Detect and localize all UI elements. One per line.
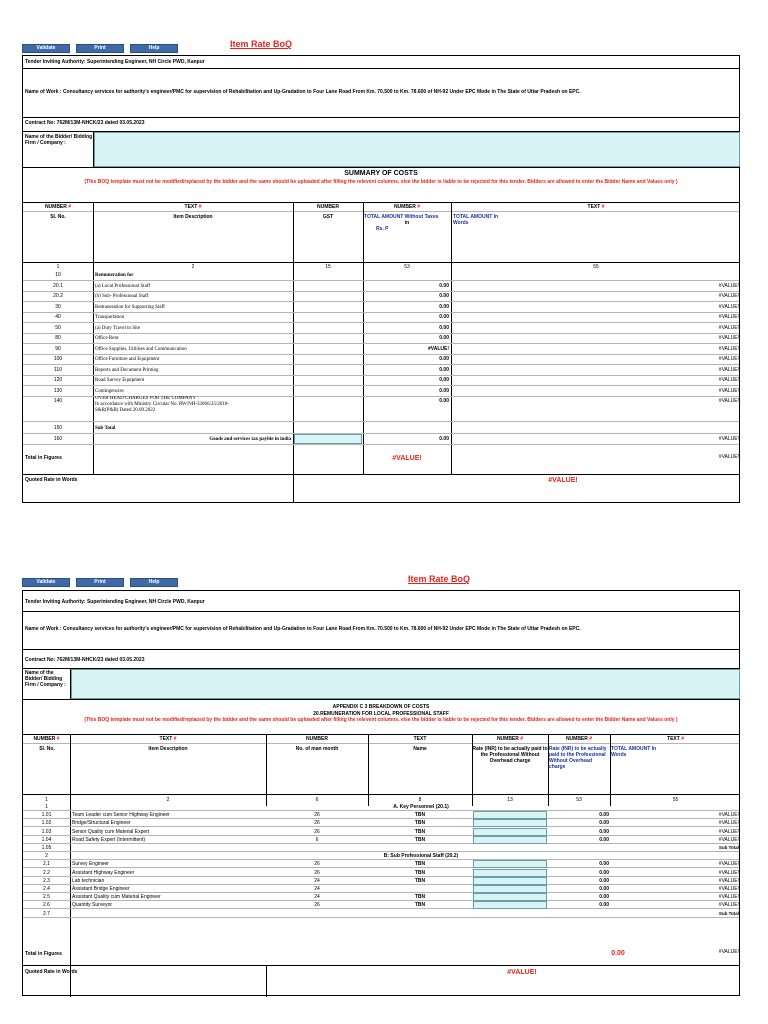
overhead-line: In accordance with Ministry Circular No. RW/NH-33066/25/2018- (95, 402, 229, 407)
help-button-2[interactable]: Help (130, 578, 178, 587)
row-desc: Survey Engineer (72, 861, 109, 868)
work-name-text-2: Name of Work : Consultancy services for authority's engineer/PMC for supervision of Rehabilitation and Up-Gradation to Four Lane Road From Km. 70.500 to Km. 78.600 of NH-92 Under EPC Mode in The State of Uttar Pradesh on EPC. (25, 626, 581, 632)
row-desc: Bridge/Structural Engineer (72, 820, 131, 827)
row-months: 26 (314, 828, 320, 835)
col2-sl: Sl. No. (39, 746, 55, 752)
type-amount: NUMBER # (393, 204, 421, 210)
row-desc: Team Leader cum Senior Highway Engineer (72, 812, 170, 819)
bidder-label: Name of the Bidder/ Bidding Firm / Company : (25, 134, 93, 146)
rate-input[interactable] (473, 893, 547, 901)
table-row (23, 270, 739, 281)
row-words: #VALUE! (718, 293, 739, 299)
row-amount: 0.00 (439, 314, 449, 320)
table-row (23, 281, 739, 292)
row-name: TBN (414, 869, 426, 876)
row-sl: 20.1 (53, 282, 63, 289)
row-desc: Sub Total (95, 426, 116, 431)
type-desc: TEXT # (184, 204, 202, 210)
row-sl: 10 (55, 272, 61, 278)
col2-months: No. of man month (295, 746, 339, 752)
row-amount: 0.00 (599, 861, 609, 868)
table-row (23, 365, 739, 376)
sheet1-frame: Tender Inviting Authority: Superintending Engineer, NH Circle PWD, Kanpur Name of Work : Consultancy services for authority's engineer/PMC for supervision of Rehabilitation and Up-Gradation to Four Lane Road From Km. 70.500 to Km. 78.600 of NH-92 Under EPC Mode in The State of Uttar Pradesh on EPC. Contract No: 762M/13M-NHCK/23 dated 03.05.2023 Name of the Bidder/ Bidding Firm / Company : SUMMARY OF COSTS (This BOQ template must not be modified/replaced by the bidder and the same should be uploaded after filling the relevent columns, else the bidder is liable to be rejected for this tender. Bidders are allowed to enter the Bidder Name and Values only ) NUMBER # TEXT # NUMBER NUMBER # TEXT # Sl. No. Item Description GST TOTAL AMOUNT Without Taxes in Rs. P TOTAL AMOUNT In Words 1 2 15 53 55 10 Remuneration for 20.1 (a) Local Professional Staff 0.00 #VALUE! 20.2 (b) Sub- Professional Staff 0.00 #VALUE! 30 Remuneration for Supporting Staff 0.00 #VALUE! 40 Transportation 0.00 #VALUE! 50 (a) Duty Travel to Site 0.00 #VALUE! 80 Office Rent 0.00 #VALUE! 90 Office Supplies, Utilities and Communication #VALUE! #VALUE! 100 Office Furniture and Equipment 0.00 #VALUE! 110 Reports and Document Printing 0.00 #VALUE! 120 Road Survey Equipment 0.00 #VALUE! 130 Contingencies 0.00 #VALUE! 140 OVER HEAD CHARGES FOR THE COMPANY In accordance with Ministry Circular No. RW/NH-33066/25/2018- S&R(P&B) Dated 20.09.2022 0.00 #VALUE! 150 Sub Total 160 Goods and services tax payble in india 0.00 #VALUE! Total in Figures #VALUE! #VALUE! Quoted Rate in Words #VALUE! (22, 55, 740, 503)
table-row (23, 375, 739, 386)
table-row (23, 333, 739, 344)
row-amount: 0.00 (599, 902, 609, 909)
row-amount: 0.00 (439, 282, 449, 289)
row-words: #VALUE! (718, 836, 739, 843)
row-subtotal: Sub Total (718, 910, 739, 916)
overhead-line: OVER HEAD CHARGES FOR THE COMPANY (95, 396, 196, 401)
warning-text: (This BOQ template must not be modified/replaced by the bidder and the same should be uploaded after filling the relevent columns, else the bidder is liable to be rejected for this tender. Bidders are allowed to enter the Bidder Name and Values only ) (84, 179, 678, 185)
row-months: 24 (314, 894, 320, 901)
row-sl: 1.02 (41, 820, 52, 827)
group-row (23, 852, 739, 860)
row-sl: 2 (45, 853, 48, 860)
col2-rate1: Rate (INR) to be actually paid to the Professional Without Overhead charge (472, 746, 548, 764)
row-amount: 0.00 (599, 836, 609, 843)
row-amount: 0.00 (439, 303, 449, 310)
bidder-label-2: Name of the Bidder/ Bidding Firm / Company : (25, 670, 66, 688)
row-amount: 0.00 (439, 335, 449, 341)
table-row (23, 885, 739, 893)
warning-text-2: (This BOQ template must not be modified/replaced by the bidder and the same should be uploaded after filling the relevent columns, else the bidder is liable to be rejected for this tender. Bidders are allowed to enter the Bidder Name and Values only ) (84, 717, 678, 723)
row-sl: 2.2 (43, 869, 50, 876)
boq-title-2: Item Rate BoQ (408, 574, 471, 584)
row-sl: 1.03 (41, 828, 52, 835)
validate-button-2[interactable]: Validate (22, 578, 70, 587)
row-sl: 2.3 (43, 877, 50, 884)
quoted-label-2: Quoted Rate in Words (25, 969, 78, 975)
row-words: #VALUE! (718, 902, 739, 909)
row-sl: 160 (53, 435, 63, 442)
group-title: B: Sub Professional Staff (20.2) (383, 853, 459, 860)
row-words: #VALUE! (718, 356, 739, 362)
print-button[interactable]: Print (76, 44, 124, 53)
row-desc: Assistant Bridge Engineer (72, 886, 130, 892)
row-months: 26 (314, 812, 320, 819)
table-row (23, 291, 739, 302)
col2-name: Name (413, 746, 427, 752)
row-desc: Remuneration for Supporting Staff (95, 304, 165, 310)
row-name: TBN (414, 894, 426, 901)
rate-input[interactable] (473, 869, 547, 877)
row-desc: Assistant Quality cum Material Engineer (72, 894, 161, 901)
work-name-text: Name of Work : Consultancy services for authority's engineer/PMC for supervision of Rehabilitation and Up-Gradation to Four Lane Road From Km. 70.500 to Km. 78.600 of NH-92 Under EPC Mode in The State of Uttar Pradesh on EPC. (25, 89, 581, 95)
row-amount: 0.00 (439, 366, 449, 373)
row-sl: 150 (53, 425, 63, 431)
row-words: #VALUE! (718, 820, 739, 827)
type-words: TEXT # (587, 204, 605, 210)
row-words: #VALUE! (718, 366, 739, 373)
row-amount: 0.00 (439, 377, 449, 383)
total-words-2: #VALUE! (718, 949, 739, 955)
rate-input[interactable] (473, 819, 547, 827)
row-amount: 0.00 (439, 324, 449, 331)
row-amount: 0.00 (599, 820, 609, 827)
col2-amount: TOTAL AMOUNT In Words (611, 746, 657, 758)
remuneration-heading: 20.REMUNERATION FOR LOCAL PROFESSIONAL STAFF (313, 711, 449, 717)
type-sl: NUMBER # (44, 204, 72, 210)
row-amount: #VALUE! (427, 345, 449, 352)
toolbar-1 (22, 39, 740, 55)
table-row (23, 869, 739, 877)
row-desc: Reports and Document Printing (95, 367, 159, 373)
row-sl: 2.7 (43, 910, 50, 917)
row-words: #VALUE! (718, 398, 739, 404)
row-desc: (a) Duty Travel to Site (95, 325, 140, 331)
row-words: #VALUE! (718, 282, 739, 289)
row-sl: 2.5 (43, 894, 50, 901)
row-months: 26 (314, 861, 320, 868)
table-row (23, 893, 739, 901)
help-button[interactable]: Help (130, 44, 178, 53)
row-desc: Assistant Highway Engineer (72, 869, 135, 876)
col-gst: GST (322, 214, 334, 220)
row-name (368, 885, 472, 893)
row-sl: 40 (55, 314, 61, 320)
table-row (23, 819, 739, 827)
toolbar-2 (22, 574, 740, 589)
table-row (23, 312, 739, 323)
overhead-line: S&R(P&B) Dated 20.09.2022 (95, 408, 156, 413)
row-months: 26 (314, 902, 320, 909)
row-amount: 0.00 (599, 886, 609, 892)
table-row (23, 323, 739, 334)
row-amount: 0.00 (599, 894, 609, 901)
row-desc: Goods and services tax payble in india (209, 436, 291, 442)
row-words (451, 270, 739, 281)
row-desc: Senior Quality cum Material Expert (72, 828, 150, 835)
row-sl: 140 (53, 398, 63, 404)
summary-rows (23, 270, 739, 442)
rate-input[interactable] (473, 836, 547, 844)
row-amount: 0.00 (439, 398, 449, 404)
total-label: Total in Figures (25, 455, 62, 461)
row-months: 24 (314, 877, 320, 884)
row-desc: Office Supplies, Utilities and Communication (95, 346, 187, 352)
print-button-2[interactable]: Print (76, 578, 124, 587)
row-desc: Road Survey Equipment (95, 378, 145, 383)
row-subtotal: Sub Total (718, 845, 739, 850)
row-months: 6 (315, 836, 319, 843)
table-row (23, 811, 739, 819)
row-name: TBN (414, 836, 426, 843)
row-sl: 50 (55, 324, 61, 331)
row-sl: 1.05 (41, 845, 52, 851)
row-amount: 0.00 (439, 387, 449, 394)
total-value: #VALUE! (392, 455, 422, 462)
row-desc: (b) Sub- Professional Staff (95, 294, 149, 299)
row-sl: 90 (55, 345, 61, 352)
row-amount: 0.00 (599, 828, 609, 835)
row-amount: 0.00 (599, 869, 609, 876)
row-sl: 120 (53, 377, 63, 383)
group-row (23, 803, 739, 811)
table-row (23, 354, 739, 365)
col-words: TOTAL AMOUNT In Words (453, 214, 499, 226)
total-words: #VALUE! (718, 454, 739, 460)
total-value-2: 0.00 (611, 950, 625, 957)
table-row-overhead (23, 396, 739, 422)
row-amount: 0.00 (439, 435, 449, 442)
row-amount: 0.00 (599, 877, 609, 884)
row-amount (363, 270, 449, 281)
row-months: 24 (314, 886, 320, 892)
bidder-name-input-2[interactable] (71, 669, 740, 699)
bidder-name-input[interactable] (94, 132, 740, 167)
row-months: 26 (314, 820, 320, 827)
subtotal-row (23, 910, 739, 918)
table-row-gst (23, 434, 739, 445)
quoted-value-2: #VALUE! (507, 969, 537, 976)
row-words: #VALUE! (718, 387, 739, 394)
contract-no-text-2: Contract No: 762M/13M-NHCK/23 dated 03.05.2023 (25, 657, 145, 663)
row-sl: 110 (54, 366, 62, 373)
table-row-subtotal (23, 423, 739, 434)
col-desc: Item Description (173, 214, 213, 220)
row-name: TBN (414, 902, 426, 909)
row-words: #VALUE! (718, 335, 739, 341)
quoted-value: #VALUE! (548, 477, 578, 484)
row-sl: 20.2 (53, 293, 63, 299)
row-months: 26 (314, 869, 320, 876)
row-name: TBN (414, 812, 426, 819)
subtotal-row (23, 844, 739, 852)
row-sl: 1.01 (41, 812, 52, 819)
row-desc: Quantity Surveyor (72, 902, 113, 909)
rate-input[interactable] (473, 811, 547, 819)
rate-input[interactable] (473, 828, 547, 836)
rate-input[interactable] (473, 885, 547, 893)
row-words: #VALUE! (718, 303, 739, 310)
row-desc: Contingencies (95, 388, 124, 394)
col2-desc: Item Description (148, 746, 188, 752)
table-row (23, 836, 739, 844)
rate-input[interactable] (473, 860, 547, 868)
row-desc: Office Rent (95, 336, 119, 341)
row-desc: Road Safety Expert (Intermittent) (72, 836, 146, 843)
row-desc: Transportation (95, 315, 125, 320)
authority-text: Tender Inviting Authority: Superintending Engineer, NH Circle PWD, Kanpur (25, 59, 205, 65)
gst-input[interactable] (294, 434, 362, 444)
row-words: #VALUE! (718, 812, 739, 819)
rate-input[interactable] (473, 901, 547, 909)
row-name: TBN (414, 861, 426, 868)
row-sl: 80 (55, 335, 61, 341)
row-words: #VALUE! (718, 869, 739, 876)
row-words: #VALUE! (718, 345, 739, 352)
col-amount: TOTAL AMOUNT Without Taxes in Rs. P (364, 214, 439, 232)
row-sl: 30 (55, 303, 61, 310)
row-words: #VALUE! (718, 886, 739, 892)
row-amount: 0.00 (439, 356, 449, 362)
row-name: TBN (414, 820, 426, 827)
row-sl: 2.1 (43, 861, 50, 868)
table-row (23, 877, 739, 885)
row-desc (95, 396, 291, 422)
summary-heading: SUMMARY OF COSTS (344, 170, 418, 177)
row-words: #VALUE! (718, 377, 739, 383)
row-amount: 0.00 (599, 812, 609, 819)
row-words: #VALUE! (718, 877, 739, 884)
row-words: #VALUE! (718, 894, 739, 901)
row-sl: 2.6 (43, 902, 50, 909)
type-gst: NUMBER (317, 204, 339, 210)
row-sl: 1 (45, 804, 48, 810)
row-name: TBN (414, 877, 426, 884)
row-name: TBN (414, 828, 426, 835)
row-desc: (a) Local Professional Staff (95, 283, 151, 289)
table-row (23, 344, 739, 355)
table-row (23, 901, 739, 909)
contract-no-text: Contract No: 762M/13M-NHCK/23 dated 03.05.2023 (25, 120, 145, 126)
validate-button[interactable]: Validate (22, 44, 70, 53)
breakdown-rows (23, 803, 739, 953)
col-sl: Sl. No. (50, 214, 66, 220)
row-words: #VALUE! (718, 435, 739, 442)
row-sl: 1.04 (41, 836, 52, 843)
row-words: #VALUE! (718, 314, 739, 320)
table-row (23, 386, 739, 397)
rate-input[interactable] (473, 877, 547, 885)
table-row (23, 828, 739, 836)
authority-text-2: Tender Inviting Authority: Superintending Engineer, NH Circle PWD, Kanpur (25, 599, 205, 605)
row-amount: 0.00 (439, 293, 449, 299)
row-sl: 2.4 (43, 886, 50, 892)
row-words: #VALUE! (718, 828, 739, 835)
boq-title: Item Rate BoQ (230, 39, 293, 49)
col2-rate2: Rate (INR) to be actually paid to the Professional Without Overhead charge (549, 746, 607, 770)
row-desc: Office Furniture and Equipment (95, 357, 160, 362)
total-label-2: Total in Figures (25, 951, 62, 957)
group-title: A. Key Personnel (20.1) (393, 804, 449, 810)
quoted-label: Quoted Rate in Words (25, 477, 78, 483)
table-row (23, 860, 739, 868)
row-desc: Lab technician (72, 877, 105, 884)
row-desc: Remuneration for (95, 273, 134, 278)
appendix-heading: APPENDIX C 3 BREAKDOWN OF COSTS (332, 704, 430, 710)
row-words: #VALUE! (718, 861, 739, 868)
row-words: #VALUE! (718, 324, 739, 331)
sheet2-frame: Tender Inviting Authority: Superintending Engineer, NH Circle PWD, Kanpur Name of Work : Consultancy services for authority's engineer/PMC for supervision of Rehabilitation and Up-Gradation to Four Lane Road From Km. 70.500 to Km. 78.600 of NH-92 Under EPC Mode in The State of Uttar Pradesh on EPC. Contract No: 762M/13M-NHCK/23 dated 03.05.2023 Name of the Bidder/ Bidding Firm / Company : APPENDIX C 3 BREAKDOWN OF COSTS 20.REMUNERATION FOR LOCAL PROFESSIONAL STAFF (This BOQ template must not be modified/replaced by the bidder and the same should be uploaded after filling the relevent columns, else the bidder is liable to be rejected for this tender. Bidders are allowed to enter the Bidder Name and Values only ) NUMBER # TEXT # NUMBER TEXT NUMBER # NUMBER # TEXT # Sl. No. Item Description No. of man month Name Rate (INR) to be actually paid to the Professional Without Overhead charge Rate (INR) to be actually paid to the Professional Without Overhead charge TOTAL AMOUNT In Words 1 2 6 8 13 53 55 1 A. Key Personnel (20.1) 1.01 Team Leader cum Senior Highway Engineer 26 TBN 0.00 #VALUE! 1.02 Bridge/Structural Engineer 26 TBN 0.00 #VALUE! 1.03 Senior Quality cum Material Expert 26 TBN 0.00 #VALUE! 1.04 Road Safety Expert (Intermittent) 6 TBN 0.00 #VALUE! 1.05 Sub Total 2 B: Sub Professional Staff (20.2) 2.1 Survey Engineer 26 TBN 0.00 #VALUE! 2.2 Assistant Highway Engineer 26 TBN 0.00 #VALUE! 2.3 Lab technician 24 TBN 0.00 #VALUE! 2.4 Assistant Bridge Engineer 24 0.00 #VALUE! 2.5 Assistant Quality cum Material Engineer 24 TBN 0.00 #VALUE! 2.6 Quantity Surveyor 26 TBN 0.00 #VALUE! 2.7 Sub Total Total in Figures 0.00 #VALUE! Quoted Rate in Words #VALUE! (22, 590, 740, 996)
row-sl: 130 (53, 387, 63, 394)
table-row (23, 302, 739, 313)
row-sl: 100 (53, 356, 63, 362)
